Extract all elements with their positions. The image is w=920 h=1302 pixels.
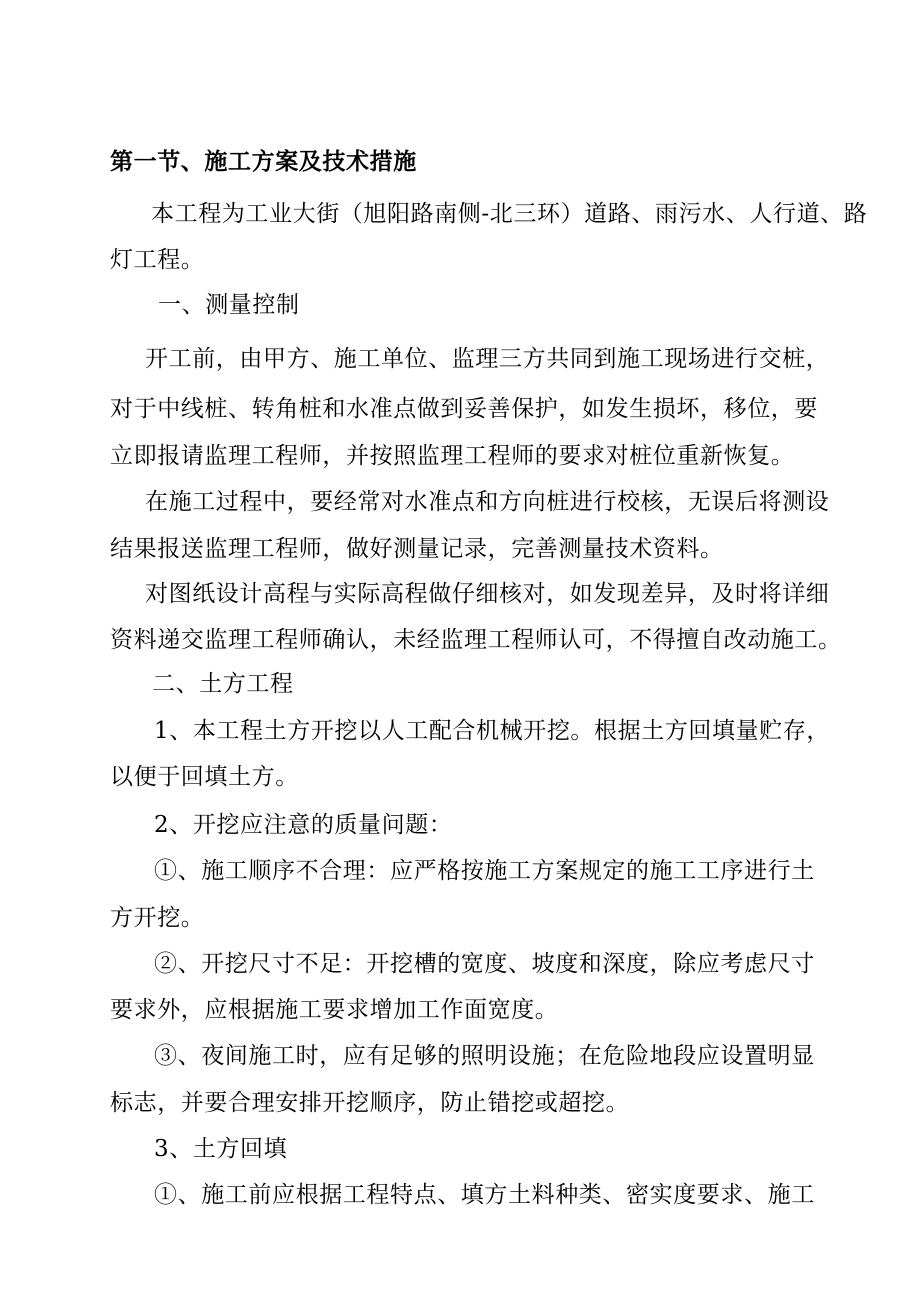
section-title: 第一节、施工方案及技术措施 [110,148,417,175]
earthwork-item1-line-2: 以便于回填土方。 [110,764,299,790]
intro-line-2: 灯工程。 [110,247,205,273]
quality-issue-3-line-2: 标志，并要合理安排开挖顺序，防止错挖或超挖。 [110,1090,630,1116]
quality-issue-2-line-1: ②、开挖尺寸不足：开挖槽的宽度、坡度和深度，除应考虑尺寸 [154,951,815,977]
earthwork-item2-heading: 2、开挖应注意的质量问题： [154,812,453,838]
quality-issue-3-line-1: ③、夜间施工时，应有足够的照明设施；在危险地段应设置明显 [154,1043,815,1069]
survey-p3-line-2: 资料递交监理工程师确认，未经监理工程师认可，不得擅自改动施工。 [110,627,842,653]
survey-p2-line-2: 结果报送监理工程师，做好测量记录，完善测量技术资料。 [110,536,724,562]
earthwork-item3-heading: 3、土方回填 [154,1136,288,1162]
survey-p1-line-3: 立即报请监理工程师，并按照监理工程师的要求对桩位重新恢复。 [110,443,795,469]
survey-p3-line-1: 对图纸设计高程与实际高程做仔细核对，如发现差异，及时将详细 [145,581,830,607]
quality-issue-1-line-2: 方开挖。 [110,905,205,931]
survey-heading: 一、测量控制 [158,292,300,318]
quality-issue-1-line-1: ①、施工顺序不合理：应严格按施工方案规定的施工工序进行土 [154,858,815,884]
earthwork-item1-line-1: 1、本工程土方开挖以人工配合机械开挖。根据土方回填量贮存， [154,718,831,744]
survey-p2-line-1: 在施工过程中，要经常对水准点和方向桩进行校核，无误后将测设 [145,489,830,515]
survey-p1-line-1: 开工前，由甲方、施工单位、监理三方共同到施工现场进行交桩， [145,346,830,372]
earthwork-heading: 二、土方工程 [152,671,294,697]
backfill-item-1-line-1: ①、施工前应根据工程特点、填方土料种类、密实度要求、施工 [154,1182,815,1208]
quality-issue-2-line-2: 要求外，应根据施工要求增加工作面宽度。 [110,997,559,1023]
intro-line-1: 本工程为工业大街（旭阳路南侧-北三环）道路、雨污水、人行道、路 [151,201,868,227]
survey-p1-line-2: 对于中线桩、转角桩和水准点做到妥善保护，如发生损坏，移位，要 [110,396,818,422]
